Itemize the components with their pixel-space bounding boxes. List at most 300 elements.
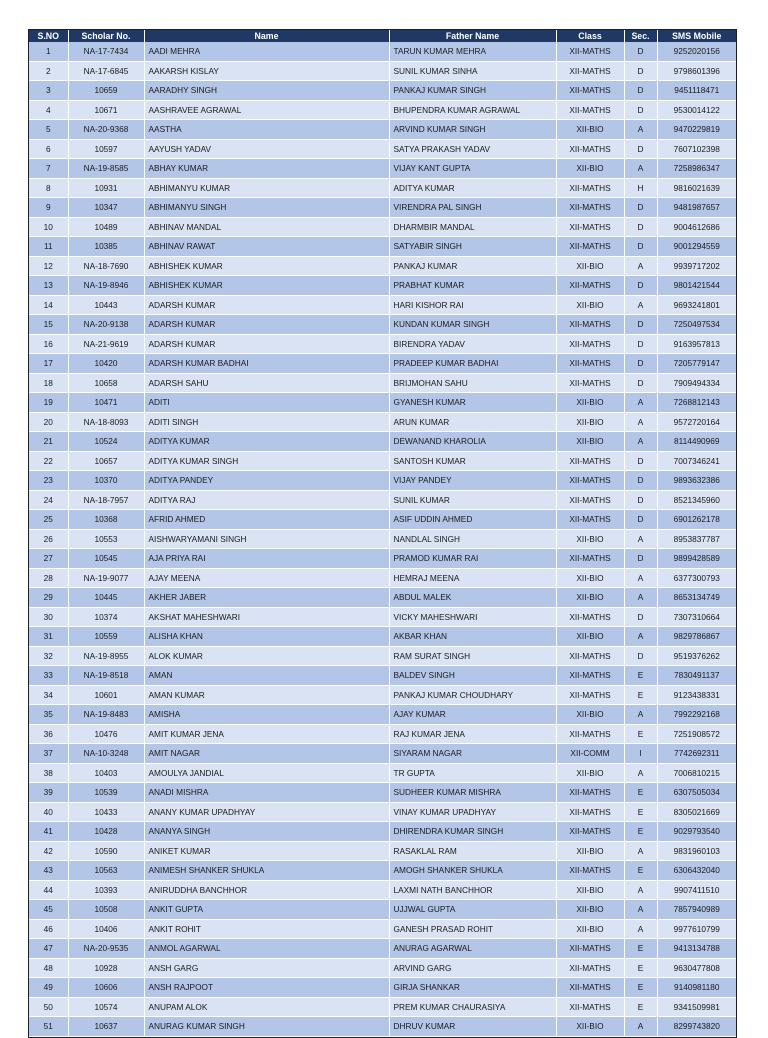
cell-name: ANMOL AGARWAL xyxy=(144,939,389,959)
cell-section: D xyxy=(624,139,657,159)
student-roster-sheet xyxy=(28,29,737,1038)
cell-sms-mobile: 9123438331 xyxy=(657,685,736,705)
cell-sno: 42 xyxy=(29,841,68,861)
table-row xyxy=(29,100,736,120)
cell-section: A xyxy=(624,900,657,920)
cell-name: ANANYA SINGH xyxy=(144,822,389,842)
cell-name: ADARSH KUMAR BADHAI xyxy=(144,354,389,374)
cell-name: ANSH RAJPOOT xyxy=(144,978,389,998)
cell-name: ANSH GARG xyxy=(144,958,389,978)
cell-sms-mobile: 9893632386 xyxy=(657,471,736,491)
cell-sno: 51 xyxy=(29,1017,68,1037)
cell-scholar-no: NA-21-9619 xyxy=(68,334,144,354)
cell-section: D xyxy=(624,315,657,335)
cell-father-name: NANDLAL SINGH xyxy=(389,529,556,549)
cell-class: XII-MATHS xyxy=(556,958,624,978)
cell-sno: 12 xyxy=(29,256,68,276)
table-row xyxy=(29,646,736,666)
cell-scholar-no: NA-18-7690 xyxy=(68,256,144,276)
cell-sno: 1 xyxy=(29,42,68,61)
cell-scholar-no: 10385 xyxy=(68,237,144,257)
cell-section: A xyxy=(624,432,657,452)
cell-father-name: DHARMBIR MANDAL xyxy=(389,217,556,237)
cell-class: XII-MATHS xyxy=(556,198,624,218)
cell-scholar-no: 10420 xyxy=(68,354,144,374)
cell-class: XII-MATHS xyxy=(556,61,624,81)
cell-class: XII-MATHS xyxy=(556,100,624,120)
table-row xyxy=(29,256,736,276)
cell-sno: 13 xyxy=(29,276,68,296)
cell-sno: 4 xyxy=(29,100,68,120)
table-row xyxy=(29,334,736,354)
cell-father-name: SUNIL KUMAR xyxy=(389,490,556,510)
cell-class: XII-MATHS xyxy=(556,646,624,666)
cell-sno: 7 xyxy=(29,159,68,179)
cell-sno: 28 xyxy=(29,568,68,588)
cell-name: ANUPAM ALOK xyxy=(144,997,389,1017)
cell-section: D xyxy=(624,237,657,257)
cell-section: D xyxy=(624,607,657,627)
cell-father-name: PANKAJ KUMAR CHOUDHARY xyxy=(389,685,556,705)
cell-sms-mobile: 8653134749 xyxy=(657,588,736,608)
cell-name: ADARSH KUMAR xyxy=(144,295,389,315)
cell-section: D xyxy=(624,451,657,471)
cell-name: AMIT NAGAR xyxy=(144,744,389,764)
table-row xyxy=(29,315,736,335)
cell-sno: 22 xyxy=(29,451,68,471)
cell-scholar-no: NA-17-7434 xyxy=(68,42,144,61)
cell-name: ANADI MISHRA xyxy=(144,783,389,803)
cell-scholar-no: NA-10-3248 xyxy=(68,744,144,764)
cell-father-name: VICKY MAHESHWARI xyxy=(389,607,556,627)
cell-section: A xyxy=(624,393,657,413)
table-row xyxy=(29,471,736,491)
table-row xyxy=(29,61,736,81)
cell-scholar-no: 10590 xyxy=(68,841,144,861)
cell-section: D xyxy=(624,217,657,237)
cell-scholar-no: 10539 xyxy=(68,783,144,803)
cell-scholar-no: 10601 xyxy=(68,685,144,705)
cell-scholar-no: 10597 xyxy=(68,139,144,159)
cell-scholar-no: 10553 xyxy=(68,529,144,549)
cell-section: A xyxy=(624,919,657,939)
cell-father-name: ARVIND KUMAR SINGH xyxy=(389,120,556,140)
cell-class: XII-MATHS xyxy=(556,237,624,257)
cell-section: I xyxy=(624,744,657,764)
cell-father-name: DEWANAND KHAROLIA xyxy=(389,432,556,452)
cell-father-name: AMOGH SHANKER SHUKLA xyxy=(389,861,556,881)
cell-name: ADITYA RAJ xyxy=(144,490,389,510)
cell-class: XII-BIO xyxy=(556,880,624,900)
cell-class: XII-MATHS xyxy=(556,178,624,198)
cell-scholar-no: 10370 xyxy=(68,471,144,491)
cell-name: AMIT KUMAR JENA xyxy=(144,724,389,744)
cell-sms-mobile: 8305021669 xyxy=(657,802,736,822)
cell-father-name: KUNDAN KUMAR SINGH xyxy=(389,315,556,335)
cell-scholar-no: 10508 xyxy=(68,900,144,920)
cell-scholar-no: 10393 xyxy=(68,880,144,900)
cell-class: XII-MATHS xyxy=(556,451,624,471)
cell-sms-mobile: 9252020156 xyxy=(657,42,736,61)
cell-class: XII-MATHS xyxy=(556,685,624,705)
cell-section: D xyxy=(624,61,657,81)
cell-father-name: PRABHAT KUMAR xyxy=(389,276,556,296)
cell-class: XII-BIO xyxy=(556,412,624,432)
cell-section: A xyxy=(624,627,657,647)
cell-name: ADARSH KUMAR xyxy=(144,334,389,354)
cell-class: XII-BIO xyxy=(556,529,624,549)
cell-class: XII-BIO xyxy=(556,159,624,179)
cell-sms-mobile: 9451118471 xyxy=(657,81,736,101)
cell-sms-mobile: 9163957813 xyxy=(657,334,736,354)
cell-sms-mobile: 7250497534 xyxy=(657,315,736,335)
cell-name: AADI MEHRA xyxy=(144,42,389,61)
table-row xyxy=(29,295,736,315)
table-row xyxy=(29,724,736,744)
cell-sno: 11 xyxy=(29,237,68,257)
cell-section: E xyxy=(624,685,657,705)
cell-class: XII-MATHS xyxy=(556,822,624,842)
cell-scholar-no: NA-19-8518 xyxy=(68,666,144,686)
cell-name: ADITYA KUMAR xyxy=(144,432,389,452)
cell-sno: 8 xyxy=(29,178,68,198)
cell-sms-mobile: 9530014122 xyxy=(657,100,736,120)
cell-name: ABHIMANYU SINGH xyxy=(144,198,389,218)
cell-sms-mobile: 9470229819 xyxy=(657,120,736,140)
cell-sno: 15 xyxy=(29,315,68,335)
cell-father-name: VIJAY PANDEY xyxy=(389,471,556,491)
cell-sno: 10 xyxy=(29,217,68,237)
cell-section: D xyxy=(624,100,657,120)
table-row xyxy=(29,939,736,959)
cell-name: ANURAG KUMAR SINGH xyxy=(144,1017,389,1037)
cell-name: ANKIT GUPTA xyxy=(144,900,389,920)
cell-section: A xyxy=(624,841,657,861)
cell-scholar-no: 10368 xyxy=(68,510,144,530)
cell-class: XII-BIO xyxy=(556,627,624,647)
cell-class: XII-MATHS xyxy=(556,607,624,627)
cell-sms-mobile: 7251908572 xyxy=(657,724,736,744)
cell-father-name: VIRENDRA PAL SINGH xyxy=(389,198,556,218)
cell-class: XII-BIO xyxy=(556,256,624,276)
cell-sno: 24 xyxy=(29,490,68,510)
cell-section: D xyxy=(624,354,657,374)
cell-name: AJA PRIYA RAI xyxy=(144,549,389,569)
cell-sno: 31 xyxy=(29,627,68,647)
cell-sms-mobile: 9481987657 xyxy=(657,198,736,218)
table-row xyxy=(29,529,736,549)
table-row xyxy=(29,802,736,822)
cell-name: AASHRAVEE AGRAWAL xyxy=(144,100,389,120)
cell-section: A xyxy=(624,159,657,179)
cell-sms-mobile: 9831960103 xyxy=(657,841,736,861)
cell-class: XII-MATHS xyxy=(556,490,624,510)
cell-name: ABHISHEK KUMAR xyxy=(144,276,389,296)
cell-scholar-no: 10606 xyxy=(68,978,144,998)
cell-father-name: DHIRENDRA KUMAR SINGH xyxy=(389,822,556,842)
cell-scholar-no: 10931 xyxy=(68,178,144,198)
cell-section: A xyxy=(624,880,657,900)
cell-scholar-no: NA-19-8946 xyxy=(68,276,144,296)
cell-sms-mobile: 7307310664 xyxy=(657,607,736,627)
cell-sms-mobile: 9798601396 xyxy=(657,61,736,81)
cell-section: E xyxy=(624,822,657,842)
cell-scholar-no: 10445 xyxy=(68,588,144,608)
cell-name: ADARSH KUMAR xyxy=(144,315,389,335)
table-row xyxy=(29,42,736,61)
cell-sno: 38 xyxy=(29,763,68,783)
table-row xyxy=(29,217,736,237)
cell-scholar-no: NA-20-9535 xyxy=(68,939,144,959)
table-row xyxy=(29,744,736,764)
cell-section: D xyxy=(624,198,657,218)
cell-class: XII-MATHS xyxy=(556,81,624,101)
cell-section: E xyxy=(624,958,657,978)
cell-father-name: VIJAY KANT GUPTA xyxy=(389,159,556,179)
table-body xyxy=(29,42,736,1036)
table-row xyxy=(29,432,736,452)
cell-sno: 23 xyxy=(29,471,68,491)
cell-sno: 35 xyxy=(29,705,68,725)
cell-section: D xyxy=(624,510,657,530)
cell-sno: 18 xyxy=(29,373,68,393)
table-row xyxy=(29,783,736,803)
cell-sms-mobile: 7992292168 xyxy=(657,705,736,725)
cell-name: ADITI xyxy=(144,393,389,413)
cell-name: AARADHY SINGH xyxy=(144,81,389,101)
header-sno: S.NO xyxy=(29,30,68,42)
cell-father-name: BRIJMOHAN SAHU xyxy=(389,373,556,393)
header-scholar-no: Scholar No. xyxy=(68,30,144,42)
cell-sms-mobile: 9829786867 xyxy=(657,627,736,647)
table-header xyxy=(29,30,736,42)
cell-sms-mobile: 9899428589 xyxy=(657,549,736,569)
cell-section: E xyxy=(624,783,657,803)
cell-name: ADITYA PANDEY xyxy=(144,471,389,491)
cell-class: XII-MATHS xyxy=(556,510,624,530)
cell-section: D xyxy=(624,373,657,393)
table-row xyxy=(29,412,736,432)
cell-section: E xyxy=(624,997,657,1017)
cell-father-name: PRADEEP KUMAR BADHAI xyxy=(389,354,556,374)
cell-sms-mobile: 7268812143 xyxy=(657,393,736,413)
cell-name: AFRID AHMED xyxy=(144,510,389,530)
table-row xyxy=(29,958,736,978)
cell-sno: 45 xyxy=(29,900,68,920)
table-row xyxy=(29,919,736,939)
cell-sno: 20 xyxy=(29,412,68,432)
cell-section: A xyxy=(624,412,657,432)
cell-sms-mobile: 7205779147 xyxy=(657,354,736,374)
cell-sno: 34 xyxy=(29,685,68,705)
table-row xyxy=(29,978,736,998)
cell-father-name: ARVIND GARG xyxy=(389,958,556,978)
cell-class: XII-MATHS xyxy=(556,373,624,393)
cell-sms-mobile: 8299743820 xyxy=(657,1017,736,1037)
table-row xyxy=(29,393,736,413)
table-row xyxy=(29,607,736,627)
cell-father-name: RAJ KUMAR JENA xyxy=(389,724,556,744)
cell-section: D xyxy=(624,42,657,61)
cell-sms-mobile: 7742692311 xyxy=(657,744,736,764)
cell-name: ANIRUDDHA BANCHHOR xyxy=(144,880,389,900)
cell-section: A xyxy=(624,763,657,783)
cell-scholar-no: NA-19-9077 xyxy=(68,568,144,588)
cell-section: D xyxy=(624,471,657,491)
cell-name: AMOULYA JANDIAL xyxy=(144,763,389,783)
table-row xyxy=(29,822,736,842)
cell-sms-mobile: 9004612686 xyxy=(657,217,736,237)
cell-scholar-no: 10428 xyxy=(68,822,144,842)
cell-sms-mobile: 9572720164 xyxy=(657,412,736,432)
cell-name: ANIKET KUMAR xyxy=(144,841,389,861)
cell-sms-mobile: 6307505034 xyxy=(657,783,736,803)
cell-class: XII-MATHS xyxy=(556,802,624,822)
table-row xyxy=(29,178,736,198)
cell-father-name: DHRUV KUMAR xyxy=(389,1017,556,1037)
cell-sno: 48 xyxy=(29,958,68,978)
cell-sno: 44 xyxy=(29,880,68,900)
cell-section: D xyxy=(624,490,657,510)
cell-section: D xyxy=(624,334,657,354)
cell-sno: 33 xyxy=(29,666,68,686)
cell-scholar-no: NA-19-8955 xyxy=(68,646,144,666)
cell-sno: 50 xyxy=(29,997,68,1017)
cell-scholar-no: 10659 xyxy=(68,81,144,101)
cell-sms-mobile: 9341509981 xyxy=(657,997,736,1017)
cell-name: ANKIT ROHIT xyxy=(144,919,389,939)
cell-sno: 41 xyxy=(29,822,68,842)
table-row xyxy=(29,198,736,218)
cell-sno: 5 xyxy=(29,120,68,140)
cell-class: XII-MATHS xyxy=(556,549,624,569)
cell-father-name: SUDHEER KUMAR MISHRA xyxy=(389,783,556,803)
cell-sno: 39 xyxy=(29,783,68,803)
cell-class: XII-MATHS xyxy=(556,315,624,335)
cell-sno: 9 xyxy=(29,198,68,218)
cell-father-name: PANKAJ KUMAR xyxy=(389,256,556,276)
table-row xyxy=(29,81,736,101)
cell-name: ABHAY KUMAR xyxy=(144,159,389,179)
cell-sno: 17 xyxy=(29,354,68,374)
cell-father-name: BIRENDRA YADAV xyxy=(389,334,556,354)
cell-name: AMISHA xyxy=(144,705,389,725)
cell-name: AASTHA xyxy=(144,120,389,140)
cell-scholar-no: NA-20-9138 xyxy=(68,315,144,335)
header-row xyxy=(29,30,736,42)
cell-father-name: LAXMI NATH BANCHHOR xyxy=(389,880,556,900)
cell-father-name: HEMRAJ MEENA xyxy=(389,568,556,588)
table-row xyxy=(29,705,736,725)
cell-sms-mobile: 9907411510 xyxy=(657,880,736,900)
header-father-name: Father Name xyxy=(389,30,556,42)
cell-class: XII-MATHS xyxy=(556,42,624,61)
cell-father-name: HARI KISHOR RAI xyxy=(389,295,556,315)
cell-scholar-no: NA-20-9368 xyxy=(68,120,144,140)
cell-section: D xyxy=(624,276,657,296)
cell-section: D xyxy=(624,646,657,666)
cell-sno: 16 xyxy=(29,334,68,354)
cell-class: XII-BIO xyxy=(556,705,624,725)
cell-name: ABHINAV MANDAL xyxy=(144,217,389,237)
cell-section: A xyxy=(624,568,657,588)
cell-class: XII-MATHS xyxy=(556,724,624,744)
cell-sno: 27 xyxy=(29,549,68,569)
cell-name: AMAN xyxy=(144,666,389,686)
cell-class: XII-BIO xyxy=(556,919,624,939)
table-row xyxy=(29,373,736,393)
cell-section: E xyxy=(624,724,657,744)
cell-section: E xyxy=(624,978,657,998)
cell-father-name: UJJWAL GUPTA xyxy=(389,900,556,920)
cell-sms-mobile: 9977610799 xyxy=(657,919,736,939)
cell-class: XII-MATHS xyxy=(556,939,624,959)
cell-section: A xyxy=(624,529,657,549)
cell-name: AMAN KUMAR xyxy=(144,685,389,705)
cell-class: XII-BIO xyxy=(556,900,624,920)
table-row xyxy=(29,354,736,374)
cell-sms-mobile: 6306432040 xyxy=(657,861,736,881)
cell-father-name: PANKAJ KUMAR SINGH xyxy=(389,81,556,101)
table-row xyxy=(29,841,736,861)
cell-name: ABHINAV RAWAT xyxy=(144,237,389,257)
cell-name: ALOK KUMAR xyxy=(144,646,389,666)
cell-scholar-no: 10637 xyxy=(68,1017,144,1037)
cell-father-name: RASAKLAL RAM xyxy=(389,841,556,861)
cell-class: XII-MATHS xyxy=(556,471,624,491)
cell-father-name: BALDEV SINGH xyxy=(389,666,556,686)
cell-father-name: TR GUPTA xyxy=(389,763,556,783)
cell-class: XII-MATHS xyxy=(556,276,624,296)
cell-sms-mobile: 9630477808 xyxy=(657,958,736,978)
cell-sno: 40 xyxy=(29,802,68,822)
cell-sno: 49 xyxy=(29,978,68,998)
cell-section: A xyxy=(624,295,657,315)
cell-class: XII-BIO xyxy=(556,295,624,315)
table-row xyxy=(29,880,736,900)
cell-name: AAYUSH YADAV xyxy=(144,139,389,159)
cell-scholar-no: 10406 xyxy=(68,919,144,939)
table-row xyxy=(29,510,736,530)
cell-scholar-no: 10443 xyxy=(68,295,144,315)
cell-scholar-no: 10658 xyxy=(68,373,144,393)
cell-sno: 43 xyxy=(29,861,68,881)
cell-name: ADITYA KUMAR SINGH xyxy=(144,451,389,471)
cell-sms-mobile: 9693241801 xyxy=(657,295,736,315)
cell-class: XII-MATHS xyxy=(556,354,624,374)
table-row xyxy=(29,1017,736,1037)
cell-sms-mobile: 6377300793 xyxy=(657,568,736,588)
student-roster-table xyxy=(29,30,736,1037)
cell-name: ABHISHEK KUMAR xyxy=(144,256,389,276)
cell-father-name: PREM KUMAR CHAURASIYA xyxy=(389,997,556,1017)
table-row xyxy=(29,685,736,705)
table-row xyxy=(29,997,736,1017)
cell-class: XII-MATHS xyxy=(556,978,624,998)
header-section: Sec. xyxy=(624,30,657,42)
table-row xyxy=(29,763,736,783)
cell-father-name: TARUN KUMAR MEHRA xyxy=(389,42,556,61)
cell-father-name: SUNIL KUMAR SINHA xyxy=(389,61,556,81)
cell-father-name: SATYA PRAKASH YADAV xyxy=(389,139,556,159)
cell-scholar-no: 10374 xyxy=(68,607,144,627)
cell-sms-mobile: 9939717202 xyxy=(657,256,736,276)
cell-name: ANIMESH SHANKER SHUKLA xyxy=(144,861,389,881)
cell-scholar-no: 10476 xyxy=(68,724,144,744)
cell-sms-mobile: 9816021639 xyxy=(657,178,736,198)
cell-sms-mobile: 8521345960 xyxy=(657,490,736,510)
cell-class: XII-MATHS xyxy=(556,997,624,1017)
